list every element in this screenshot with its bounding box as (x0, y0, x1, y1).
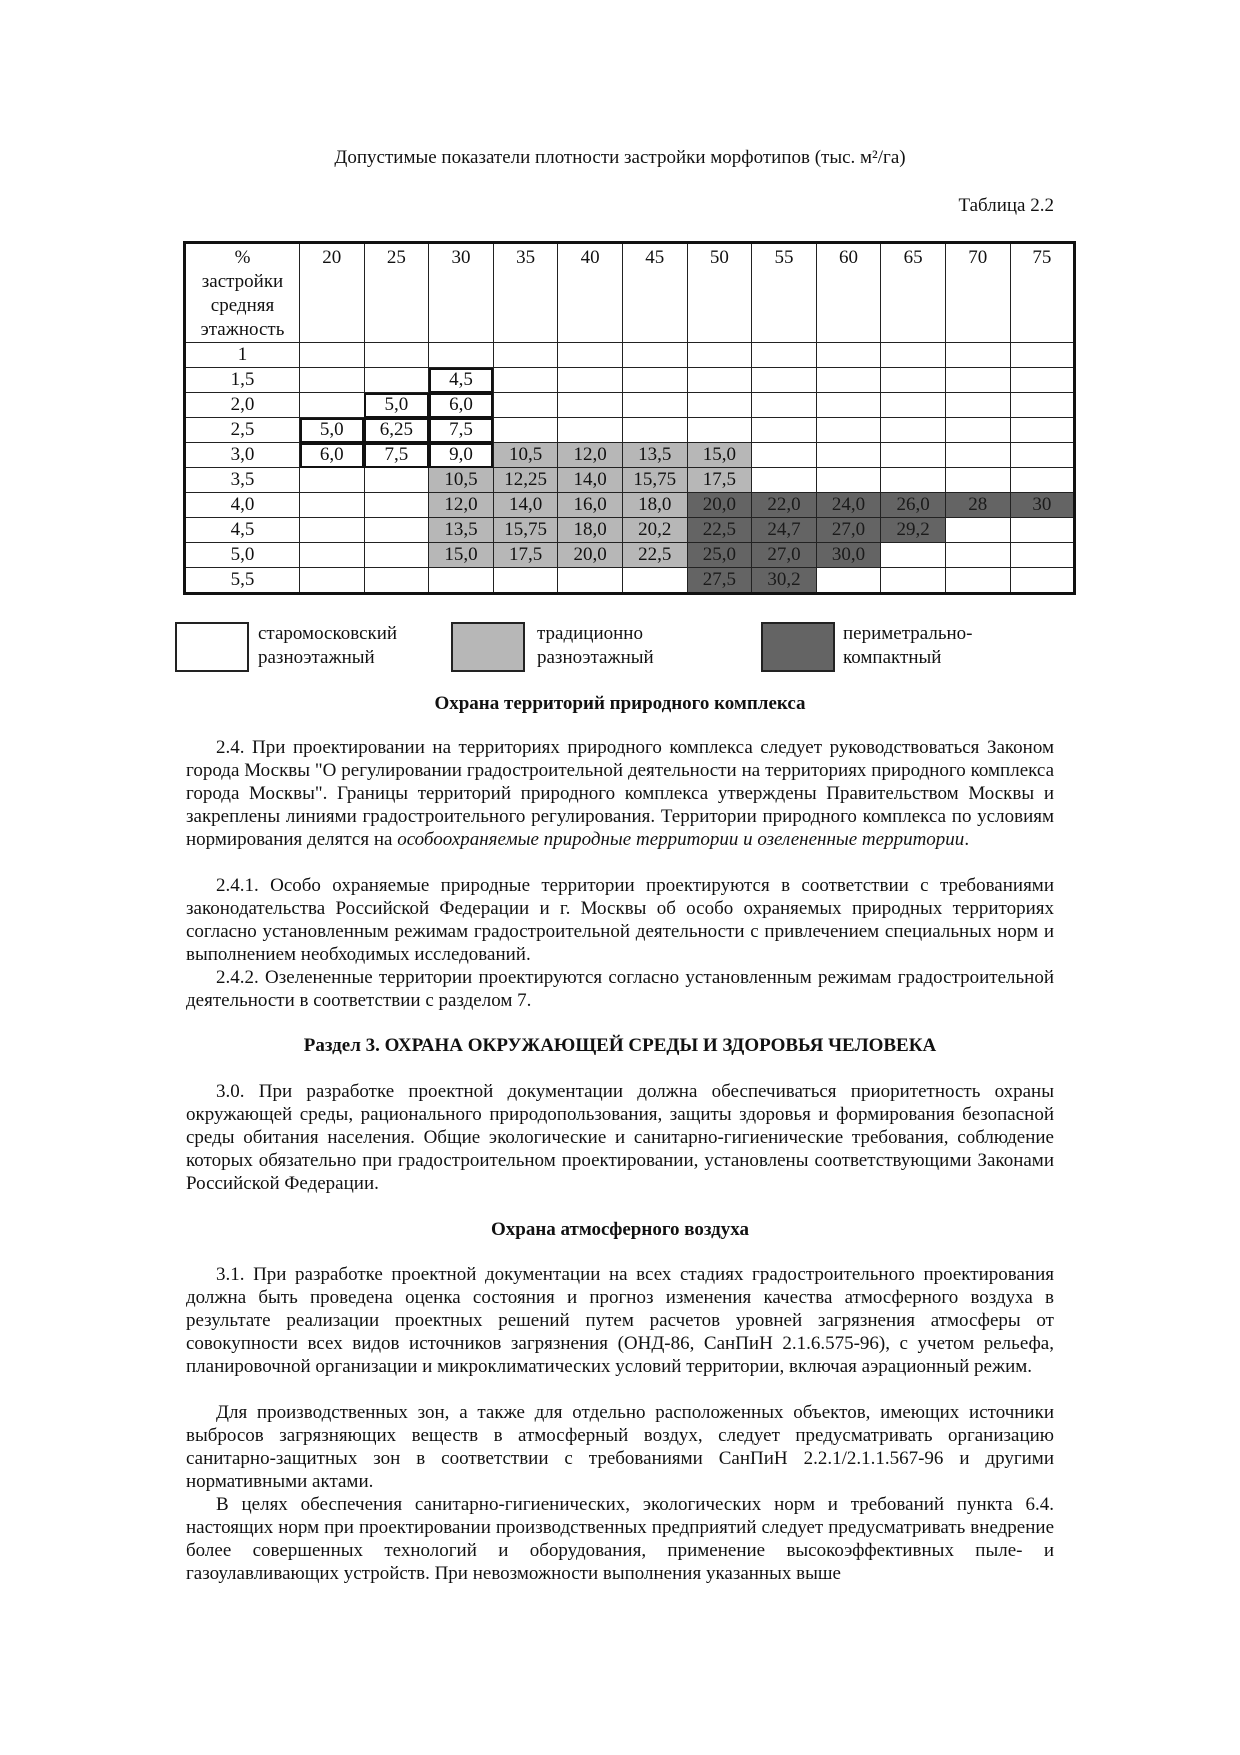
table-cell (1010, 368, 1075, 393)
table-cell: 14,0 (558, 468, 623, 493)
table-row (185, 418, 1075, 443)
table-cell: 13,5 (429, 518, 494, 543)
paragraph-3-1-measures: В целях обеспечения санитарно-гигиенических, экологических норм и требований пункта 6.4. настоящих норм при проектировании производственных предприятий следует предусматривать внедрение более совершенных технологий и оборудования, применение высокоэффективных пыле- и газоулавливающих устройств. При невозможности выполнения указанных выше (186, 1494, 1054, 1584)
table-cell (300, 368, 365, 393)
table-cell (816, 368, 881, 393)
column-header-cell: 25 (364, 243, 429, 343)
table-cell: 28 (945, 493, 1010, 518)
paragraph-3-1-zones: Для производственных зон, а также для отдельно расположенных объектов, имеющих источники выбросов загрязняющих веществ в атмосферный воздух, следует предусматривать организацию санитарно-защитных зон в соответствии с требованиями СанПиН 2.2.1/2.1.1.567-96 и другими нормативными актами. (186, 1402, 1054, 1492)
paragraph-3-1: 3.1. При разработке проектной документации на всех стадиях градостроительного проектирования должна быть проведена оценка состояния и прогноз изменения качества атмосферного воздуха в результате реализации проектных решений путем расчетов уровней загрязнения атмосферы от совокупности всех видов источников загрязнения (ОНД-86, СанПиН 2.1.6.575-96), с учетом рельефа, планировочной организации и микроклиматических условий территории, включая аэрационный режим. (186, 1264, 1054, 1377)
column-header-cell: 40 (558, 243, 623, 343)
legend-swatch-perimeter (761, 622, 835, 672)
table-cell: 27,5 (687, 568, 752, 594)
table-cell (945, 343, 1010, 368)
table-cell (300, 568, 365, 594)
table-cell: 20,0 (687, 493, 752, 518)
table-cell: 22,0 (752, 493, 817, 518)
table-cell: 7,5 (364, 443, 429, 468)
table-cell (364, 518, 429, 543)
table-cell: 24,7 (752, 518, 817, 543)
table-cell: 27,0 (816, 518, 881, 543)
table-cell (300, 518, 365, 543)
table-row (185, 368, 1075, 393)
table-cell: 25,0 (687, 543, 752, 568)
table-cell (687, 343, 752, 368)
table-cell (816, 468, 881, 493)
table-cell (752, 418, 817, 443)
table-cell: 10,5 (493, 443, 558, 468)
table-cell: 17,5 (687, 468, 752, 493)
table-cell: 27,0 (752, 543, 817, 568)
table-cell: 15,0 (687, 443, 752, 468)
table-cell (945, 443, 1010, 468)
table-cell (622, 368, 687, 393)
table-cell (752, 468, 817, 493)
table-row (185, 468, 1075, 493)
table-cell (945, 468, 1010, 493)
table-cell (687, 393, 752, 418)
density-table (183, 241, 1076, 595)
table-cell (881, 418, 946, 443)
row-label-cell: 4,5 (185, 518, 300, 543)
legend-label-perimeter: периметрально- компактный (843, 623, 973, 668)
row-label-cell: 1 (185, 343, 300, 368)
table-cell (1010, 443, 1075, 468)
table-cell (1010, 418, 1075, 443)
table-cell: 10,5 (429, 468, 494, 493)
table-cell (622, 418, 687, 443)
table-cell (945, 393, 1010, 418)
table-cell (429, 343, 494, 368)
table-cell (493, 418, 558, 443)
table-cell (364, 493, 429, 518)
table-cell: 20,0 (558, 543, 623, 568)
table-cell (881, 568, 946, 594)
table-cell: 30,0 (816, 543, 881, 568)
row-label-cell: 2,5 (185, 418, 300, 443)
table-cell (945, 368, 1010, 393)
table-cell (493, 368, 558, 393)
legend-label-old-moscow: старомосковский разноэтажный (258, 623, 398, 668)
table-cell (752, 343, 817, 368)
table-cell: 6,0 (300, 443, 365, 468)
table-row (185, 568, 1075, 594)
section-3-heading: Раздел 3. ОХРАНА ОКРУЖАЮЩЕЙ СРЕДЫ И ЗДОРОВЬЯ ЧЕЛОВЕКА (303, 1035, 937, 1056)
table-cell: 17,5 (493, 543, 558, 568)
table-cell (558, 368, 623, 393)
table-cell (364, 568, 429, 594)
table-cell (364, 343, 429, 368)
table-cell: 18,0 (622, 493, 687, 518)
table-cell (752, 443, 817, 468)
table-cell: 12,0 (429, 493, 494, 518)
table-cell (816, 418, 881, 443)
row-label-cell: 5,0 (185, 543, 300, 568)
table-title-text: Допустимые показатели плотности застройки морфотипов (тыс. м²/га) (334, 147, 906, 168)
table-cell: 4,5 (429, 368, 494, 393)
table-cell (816, 568, 881, 594)
column-header-cell: 60 (816, 243, 881, 343)
table-cell (622, 343, 687, 368)
table-cell: 15,0 (429, 543, 494, 568)
table-cell (945, 518, 1010, 543)
paragraph-2-4-1: 2.4.1. Особо охраняемые природные территории проектируются в соответствии с требованиями законодательства Российской Федерации и г. Москвы об особо охраняемых природных территориях согласно установленным режимам градостроительной деятельности с привлечением специальных норм и выполнением необходимых исследований. (186, 875, 1054, 965)
table-cell (300, 468, 365, 493)
table-cell (493, 568, 558, 594)
column-header-cell: 70 (945, 243, 1010, 343)
column-header-cell: 30 (429, 243, 494, 343)
table-cell (945, 543, 1010, 568)
column-header-cell: 65 (881, 243, 946, 343)
table-cell (687, 418, 752, 443)
table-cell (364, 543, 429, 568)
paragraph-3-0: 3.0. При разработке проектной документации должна обеспечиваться приоритетность охраны окружающей среды, рационального природопользования, защиты здоровья и формирования безопасной среды обитания населения. Общие экологические и санитарно-гигиенические требования, соблюдение которых обязательно при градостроительном проектировании, установлены соответствующими Законами Российской Федерации. (186, 1081, 1054, 1194)
table-row (185, 493, 1075, 518)
row-label-cell: 2,0 (185, 393, 300, 418)
table-row (185, 543, 1075, 568)
table-cell (881, 343, 946, 368)
paragraph-2-4: 2.4. При проектировании на территориях природного комплекса следует руководствоваться Законом города Москвы "О регулировании градостроительной деятельности на территориях природного комплекса города Москвы". Границы территорий природного комплекса утверждены Правительством Москвы и закреплены линиями градостроительного регулирования. Территории природного комплекса по условиям нормирования делятся на особоохраняемые природные территории и озелененные территории. (186, 737, 1054, 850)
table-cell (558, 393, 623, 418)
row-label-cell: 3,5 (185, 468, 300, 493)
table-cell (300, 343, 365, 368)
table-cell (1010, 343, 1075, 368)
column-header-cell: 50 (687, 243, 752, 343)
table-header-row (185, 243, 1075, 343)
table-cell (1010, 393, 1075, 418)
column-header-cell: 20 (300, 243, 365, 343)
column-header-cell: 35 (493, 243, 558, 343)
table-title (0, 146, 1240, 170)
table-cell (881, 468, 946, 493)
table-cell: 16,0 (558, 493, 623, 518)
table-cell: 15,75 (493, 518, 558, 543)
table-cell (945, 568, 1010, 594)
table-cell (558, 343, 623, 368)
table-number: Таблица 2.2 (958, 195, 1054, 216)
table-cell (881, 393, 946, 418)
paragraph-2-4-2: 2.4.2. Озелененные территории проектируются согласно установленным режимам градостроительной деятельности в соответствии с разделом 7. (186, 967, 1054, 1011)
table-row (185, 343, 1075, 368)
row-label-cell: 5,5 (185, 568, 300, 594)
table-cell (622, 568, 687, 594)
table-cell: 30,2 (752, 568, 817, 594)
table-cell (687, 368, 752, 393)
air-heading: Охрана атмосферного воздуха (490, 1219, 750, 1240)
table-cell: 20,2 (622, 518, 687, 543)
table-cell (364, 368, 429, 393)
table-cell: 12,0 (558, 443, 623, 468)
table-cell (816, 343, 881, 368)
column-header-cell: 55 (752, 243, 817, 343)
table-cell (1010, 568, 1075, 594)
table-cell: 6,25 (364, 418, 429, 443)
table-cell (364, 468, 429, 493)
column-header-cell: 75 (1010, 243, 1075, 343)
legend-swatch-old-moscow (175, 622, 249, 672)
table-cell (300, 543, 365, 568)
table-cell: 22,5 (687, 518, 752, 543)
table-cell: 5,0 (300, 418, 365, 443)
table-cell: 5,0 (364, 393, 429, 418)
table-cell (493, 343, 558, 368)
table-cell (816, 393, 881, 418)
table-cell: 30 (1010, 493, 1075, 518)
table-cell (1010, 518, 1075, 543)
table-cell: 22,5 (622, 543, 687, 568)
table-cell (493, 393, 558, 418)
table-cell: 9,0 (429, 443, 494, 468)
table-row (185, 393, 1075, 418)
table-row (185, 518, 1075, 543)
table-cell (558, 418, 623, 443)
table-cell: 18,0 (558, 518, 623, 543)
column-header-cell: 45 (622, 243, 687, 343)
table-cell: 15,75 (622, 468, 687, 493)
table-cell (816, 443, 881, 468)
legend-swatch-traditional (451, 622, 525, 672)
table-cell (558, 568, 623, 594)
nature-heading: Охрана территорий природного комплекса (434, 693, 806, 714)
table-cell (1010, 543, 1075, 568)
table-cell: 7,5 (429, 418, 494, 443)
table-cell (1010, 468, 1075, 493)
row-label-cell: 3,0 (185, 443, 300, 468)
table-cell (881, 543, 946, 568)
table-cell: 26,0 (881, 493, 946, 518)
table-cell: 12,25 (493, 468, 558, 493)
table-cell (300, 493, 365, 518)
table-cell (945, 418, 1010, 443)
header-label-cell: % застройки средняя этажность (185, 243, 300, 343)
table-cell: 6,0 (429, 393, 494, 418)
table-cell: 14,0 (493, 493, 558, 518)
table-cell (429, 568, 494, 594)
legend-label-traditional: традиционно разноэтажный (537, 623, 654, 668)
table-cell: 13,5 (622, 443, 687, 468)
table-cell (300, 393, 365, 418)
table-cell (881, 368, 946, 393)
table-cell: 29,2 (881, 518, 946, 543)
row-label-cell: 4,0 (185, 493, 300, 518)
row-label-cell: 1,5 (185, 368, 300, 393)
table-cell: 24,0 (816, 493, 881, 518)
table-cell (752, 368, 817, 393)
table-cell (622, 393, 687, 418)
table-row (185, 443, 1075, 468)
table-cell (881, 443, 946, 468)
table-cell (752, 393, 817, 418)
